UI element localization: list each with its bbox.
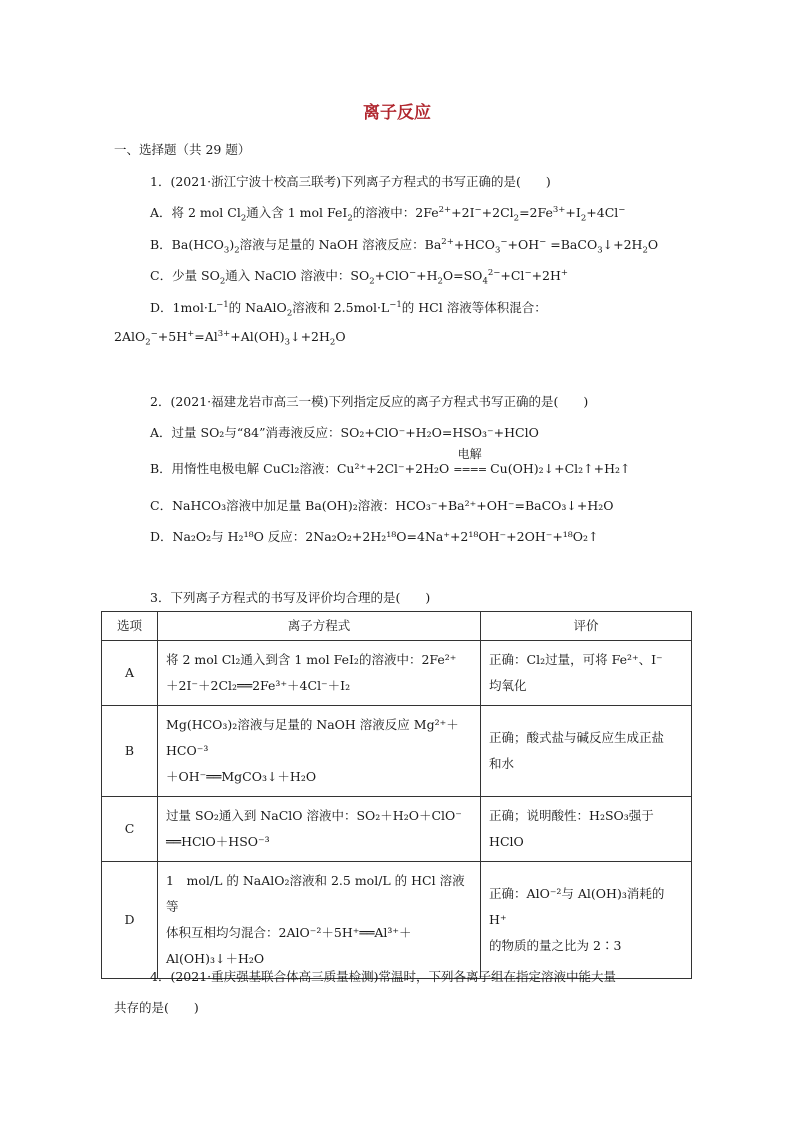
question-1-option-d-equation: $2AlO_2^-+5H^+=Al^{3+}+Al(OH)_3↓+2H_2O$ [114, 328, 346, 348]
question-1-option-c: C．少量 $SO_2$通入 NaClO 溶液中：$SO_2+ClO^-+H_2O=SO_4^{2-}+Cl^-+2H^+$ [150, 267, 569, 287]
row-equation: 过量 SO₂通入到 NaClO 溶液中：SO₂＋H₂O＋ClO⁻ ══HClO＋HSO⁻³ [158, 797, 481, 862]
row-evaluation: 正确；酸式盐与碱反应生成正盐 和水 [481, 706, 692, 797]
table-header-row [102, 612, 692, 641]
header-equation: 离子方程式 [158, 612, 481, 641]
page-title: 离子反应 [363, 103, 431, 123]
evaluation-table [101, 611, 692, 979]
question-1-option-a: A．将 2 mol $Cl_2$通入含 1 mol FeI$_2$的溶液中：$2Fe^{2+}+2I^-+2Cl_2=2Fe^{3+}+I_2+4Cl^-$ [150, 204, 626, 224]
table-row [102, 706, 692, 797]
question-2-option-b: B．用惰性电极电解 CuCl₂溶液：Cu²⁺+2Cl⁻+2H₂O 电解 ==== Cu(OH)₂↓+Cl₂↑+H₂↑ [150, 447, 631, 476]
header-evaluation: 评价 [481, 612, 692, 641]
row-option: B [102, 706, 158, 797]
question-1-option-d: D．$1mol\cdot L^{-1}$的 NaAlO$_2$溶液和 $2.5mol\cdot L^{-1}$的 HCl 溶液等体积混合： [150, 299, 547, 319]
row-option: A [102, 641, 158, 706]
question-2-stem: 2．(2021·福建龙岩市高三一模)下列指定反应的离子方程式书写正确的是( ) [150, 394, 589, 409]
question-1-option-b: B．$Ba(HCO_3)_2$溶液与足量的 NaOH 溶液反应：$Ba^{2+}+HCO_3^-+OH^-$ $=BaCO_3↓+2H_2O$ [150, 236, 659, 256]
row-evaluation: 正确：Cl₂过量，可将 Fe²⁺、I⁻ 均氧化 [481, 641, 692, 706]
question-2-option-c: C．NaHCO₃溶液中加足量 Ba(OH)₂溶液：HCO₃⁻+Ba²⁺+OH⁻=BaCO₃↓+H₂O [150, 498, 614, 513]
row-option: C [102, 797, 158, 862]
question-1-stem: 1．(2021·浙江宁波十校高三联考)下列离子方程式的书写正确的是( ) [150, 174, 551, 189]
question-3-stem: 3．下列离子方程式的书写及评价均合理的是( ) [150, 590, 431, 605]
row-equation: 将 2 mol Cl₂通入到含 1 mol FeI₂的溶液中：2Fe²⁺ ＋2I⁻＋2Cl₂══2Fe³⁺＋4Cl⁻＋I₂ [158, 641, 481, 706]
electrolysis-condition: 电解 ==== [453, 447, 487, 476]
row-evaluation: 正确：AlO⁻²与 Al(OH)₃消耗的 H⁺ 的物质的量之比为 2∶3 [481, 862, 692, 979]
question-4-stem-line2: 共存的是( ) [114, 1000, 199, 1015]
header-option: 选项 [102, 612, 158, 641]
question-4-stem-line1: 4．(2021·重庆强基联合体高三质量检测)常温时，下列各离子组在指定溶液中能大量 [150, 969, 616, 984]
table-row [102, 641, 692, 706]
row-equation: Mg(HCO₃)₂溶液与足量的 NaOH 溶液反应 Mg²⁺＋HCO⁻³ ＋OH⁻══MgCO₃↓＋H₂O [158, 706, 481, 797]
question-2-option-a: A．过量 SO₂与“84”消毒液反应：SO₂+ClO⁻+H₂O=HSO₃⁻+HClO [150, 425, 539, 440]
section-heading: 一、选择题（共 29 题） [114, 142, 251, 157]
row-equation: 1 mol/L 的 NaAlO₂溶液和 2.5 mol/L 的 HCl 溶液等 体积互相均匀混合：2AlO⁻²＋5H⁺══Al³⁺＋ Al(OH)₃↓＋H₂O [158, 862, 481, 979]
row-evaluation: 正确；说明酸性：H₂SO₃强于 HClO [481, 797, 692, 862]
question-2-option-d: D．Na₂O₂与 H₂¹⁸O 反应：2Na₂O₂+2H₂¹⁸O=4Na⁺+2¹⁸OH⁻+2OH⁻+¹⁸O₂↑ [150, 529, 599, 544]
table-row [102, 797, 692, 862]
table-row [102, 862, 692, 979]
row-option: D [102, 862, 158, 979]
